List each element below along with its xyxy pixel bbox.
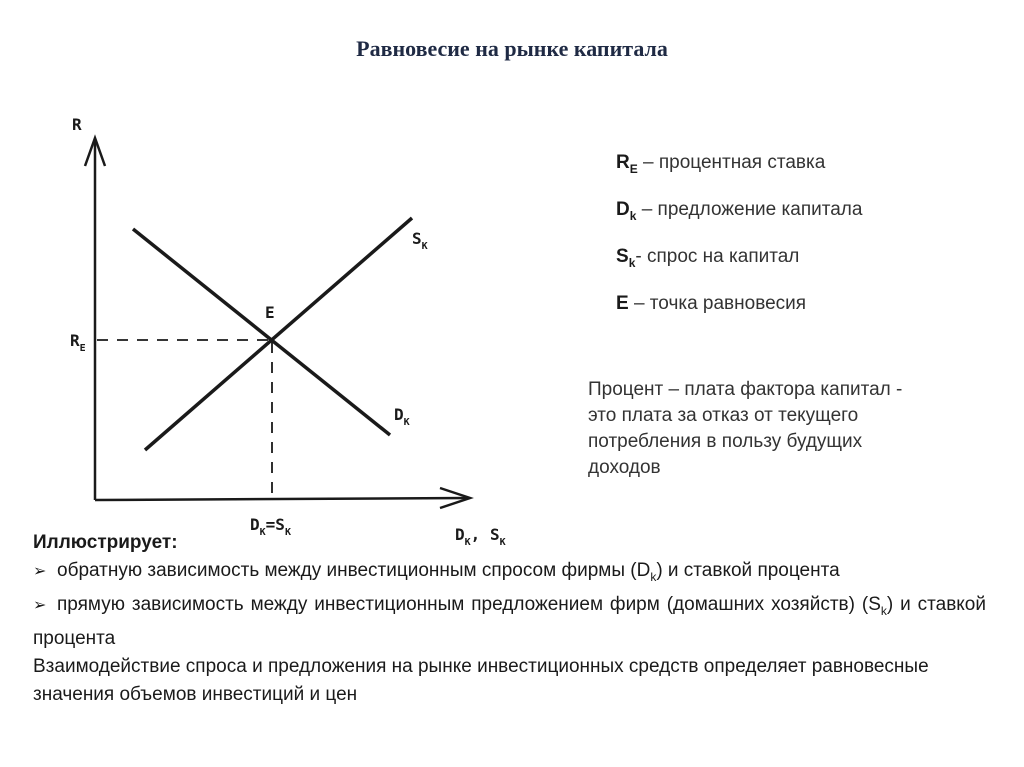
legend-text: – точка равновесия (628, 293, 807, 314)
bullet-direct-relation: ➢ прямую зависимость между инвестиционным предложением фирм (домашних хозяйств) $(S_k)$ и ставкой процента (33, 591, 986, 653)
y-axis-label: R (72, 115, 82, 134)
definition-line: доходов (588, 457, 661, 478)
definition-line: потребления в пользу будущих (588, 431, 863, 452)
demand-curve (133, 229, 390, 435)
interest-definition (588, 377, 988, 481)
legend-text: - спрос на капитал (635, 246, 800, 267)
eq-quantity-label: $D_K=S_K$ (250, 515, 291, 538)
legend-text: – предложение капитала (636, 199, 863, 220)
x-axis (95, 498, 468, 500)
legend-item-dk (616, 199, 862, 246)
conclusion-text: Взаимодействие спроса и предложения на рынке инвестиционных средств определяет равновесные значения объемов инвестиций и цен (33, 655, 929, 705)
demand-label: $D_K$ (394, 405, 410, 428)
legend-symbol: $D_k$ (616, 199, 637, 223)
legend-item-e (616, 293, 862, 340)
legend (616, 152, 862, 340)
slide-title: Равновесие на рынке капитала (356, 36, 668, 61)
legend-symbol: E (616, 293, 629, 314)
re-label: $R_E$ (70, 331, 86, 354)
illustrates-block (33, 529, 986, 709)
bullet-inverse-relation: ➢ обратную зависимость между инвестиционным спросом фирмы $(D_k)$ и ставкой процента (33, 557, 986, 591)
legend-item-sk (616, 246, 862, 293)
supply-label: $S_K$ (412, 229, 428, 252)
legend-symbol: $S_k$ (616, 246, 636, 270)
supply-curve (145, 218, 412, 450)
illustrates-heading: Иллюстрирует: (33, 532, 178, 553)
equilibrium-label: E (265, 303, 275, 322)
market-graph (0, 0, 600, 560)
bullet-arrow-icon: ➢ (33, 561, 47, 580)
bullet-arrow-icon: ➢ (33, 594, 47, 614)
definition-line: это плата за отказ от текущего (588, 405, 859, 426)
legend-symbol: $R_E$ (616, 152, 638, 176)
definition-line: Процент – плата фактора капитал - (588, 379, 903, 400)
legend-text: – процентная ставка (637, 152, 826, 173)
legend-item-re (616, 152, 862, 199)
x-axis-label: $D_K$, $S_K$ (455, 525, 506, 548)
